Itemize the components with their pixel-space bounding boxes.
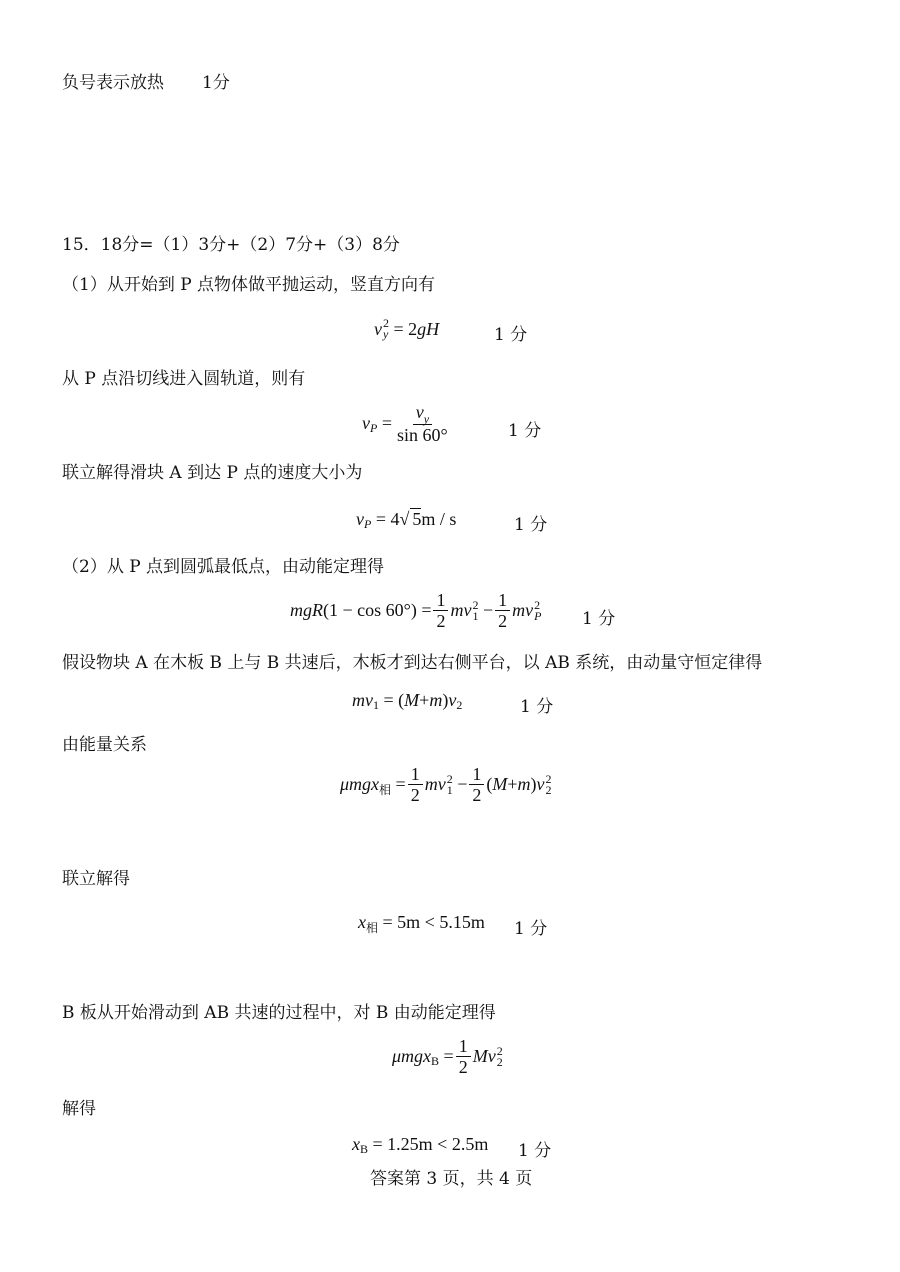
part2-board-b: B 板从开始滑动到 AB 共速的过程中，对 B 由动能定理得 [62, 1003, 496, 1023]
equation-board-energy: μmgx B = $\frac{1}{2}$ Mv 2 2 [392, 1036, 503, 1077]
score-4: 1 分 [582, 609, 616, 629]
part1-solve: 联立解得滑块 A 到达 P 点的速度大小为 [62, 463, 363, 483]
part1-tangent: 从 P 点沿切线进入圆轨道，则有 [62, 369, 306, 389]
score-3: 1 分 [514, 515, 548, 535]
equation-energy-arc: mgR (1 − cos 60°) = $\frac{1}{2}$ mv 2 1 − $\frac{1}{2}$ mv 2 P [290, 590, 542, 631]
equation-momentum: mv 1 = ( M + m ) v 2 [352, 690, 463, 712]
equation-vp-value: v P = 4√ 5 m / s [356, 508, 457, 531]
score-2: 1 分 [508, 421, 542, 441]
part2-intro: （2）从 P 点到圆弧最低点，由动能定理得 [62, 557, 385, 577]
page-footer: 答案第 3 页，共 4 页 [370, 1169, 533, 1189]
score-5: 1 分 [520, 697, 554, 717]
part1-intro: （1）从开始到 P 点物体做平抛运动，竖直方向有 [62, 275, 436, 295]
text-line-heat [62, 72, 230, 94]
equation-relative-displacement: x 相 = 5m < 5.15m [358, 912, 485, 935]
part2-assumption: 假设物块 A 在木板 B 上与 B 共速后，木板才到达右侧平台，以 AB 系统，由动量守恒定律得 [62, 653, 763, 673]
part2-solve-b: 解得 [62, 1099, 96, 1119]
score-1: 1 分 [494, 325, 528, 345]
question-15-heading: 15．18分=（1）3分+（2）7分+（3）8分 [62, 235, 400, 255]
equation-friction-energy: μmgx 相 = $\frac{1}{2}$ mv 2 1 − $\frac{1}{2}$ ( M + m ) v 2 2 [340, 764, 552, 805]
equation-board-displacement: x B = 1.25m < 2.5m [352, 1134, 489, 1156]
score-6: 1 分 [514, 919, 548, 939]
part2-energy-relation: 由能量关系 [62, 735, 147, 755]
heat-score: 1分 [202, 73, 230, 93]
score-7: 1 分 [518, 1141, 552, 1161]
part2-solve: 联立解得 [62, 869, 130, 889]
equation-vp-ratio: v P = $\frac{v_y}{\sin 60^\circ}$ [362, 402, 448, 445]
equation-vy: v 2 y = 2 gH [374, 316, 440, 341]
heat-note: 负号表示放热 [62, 73, 164, 93]
